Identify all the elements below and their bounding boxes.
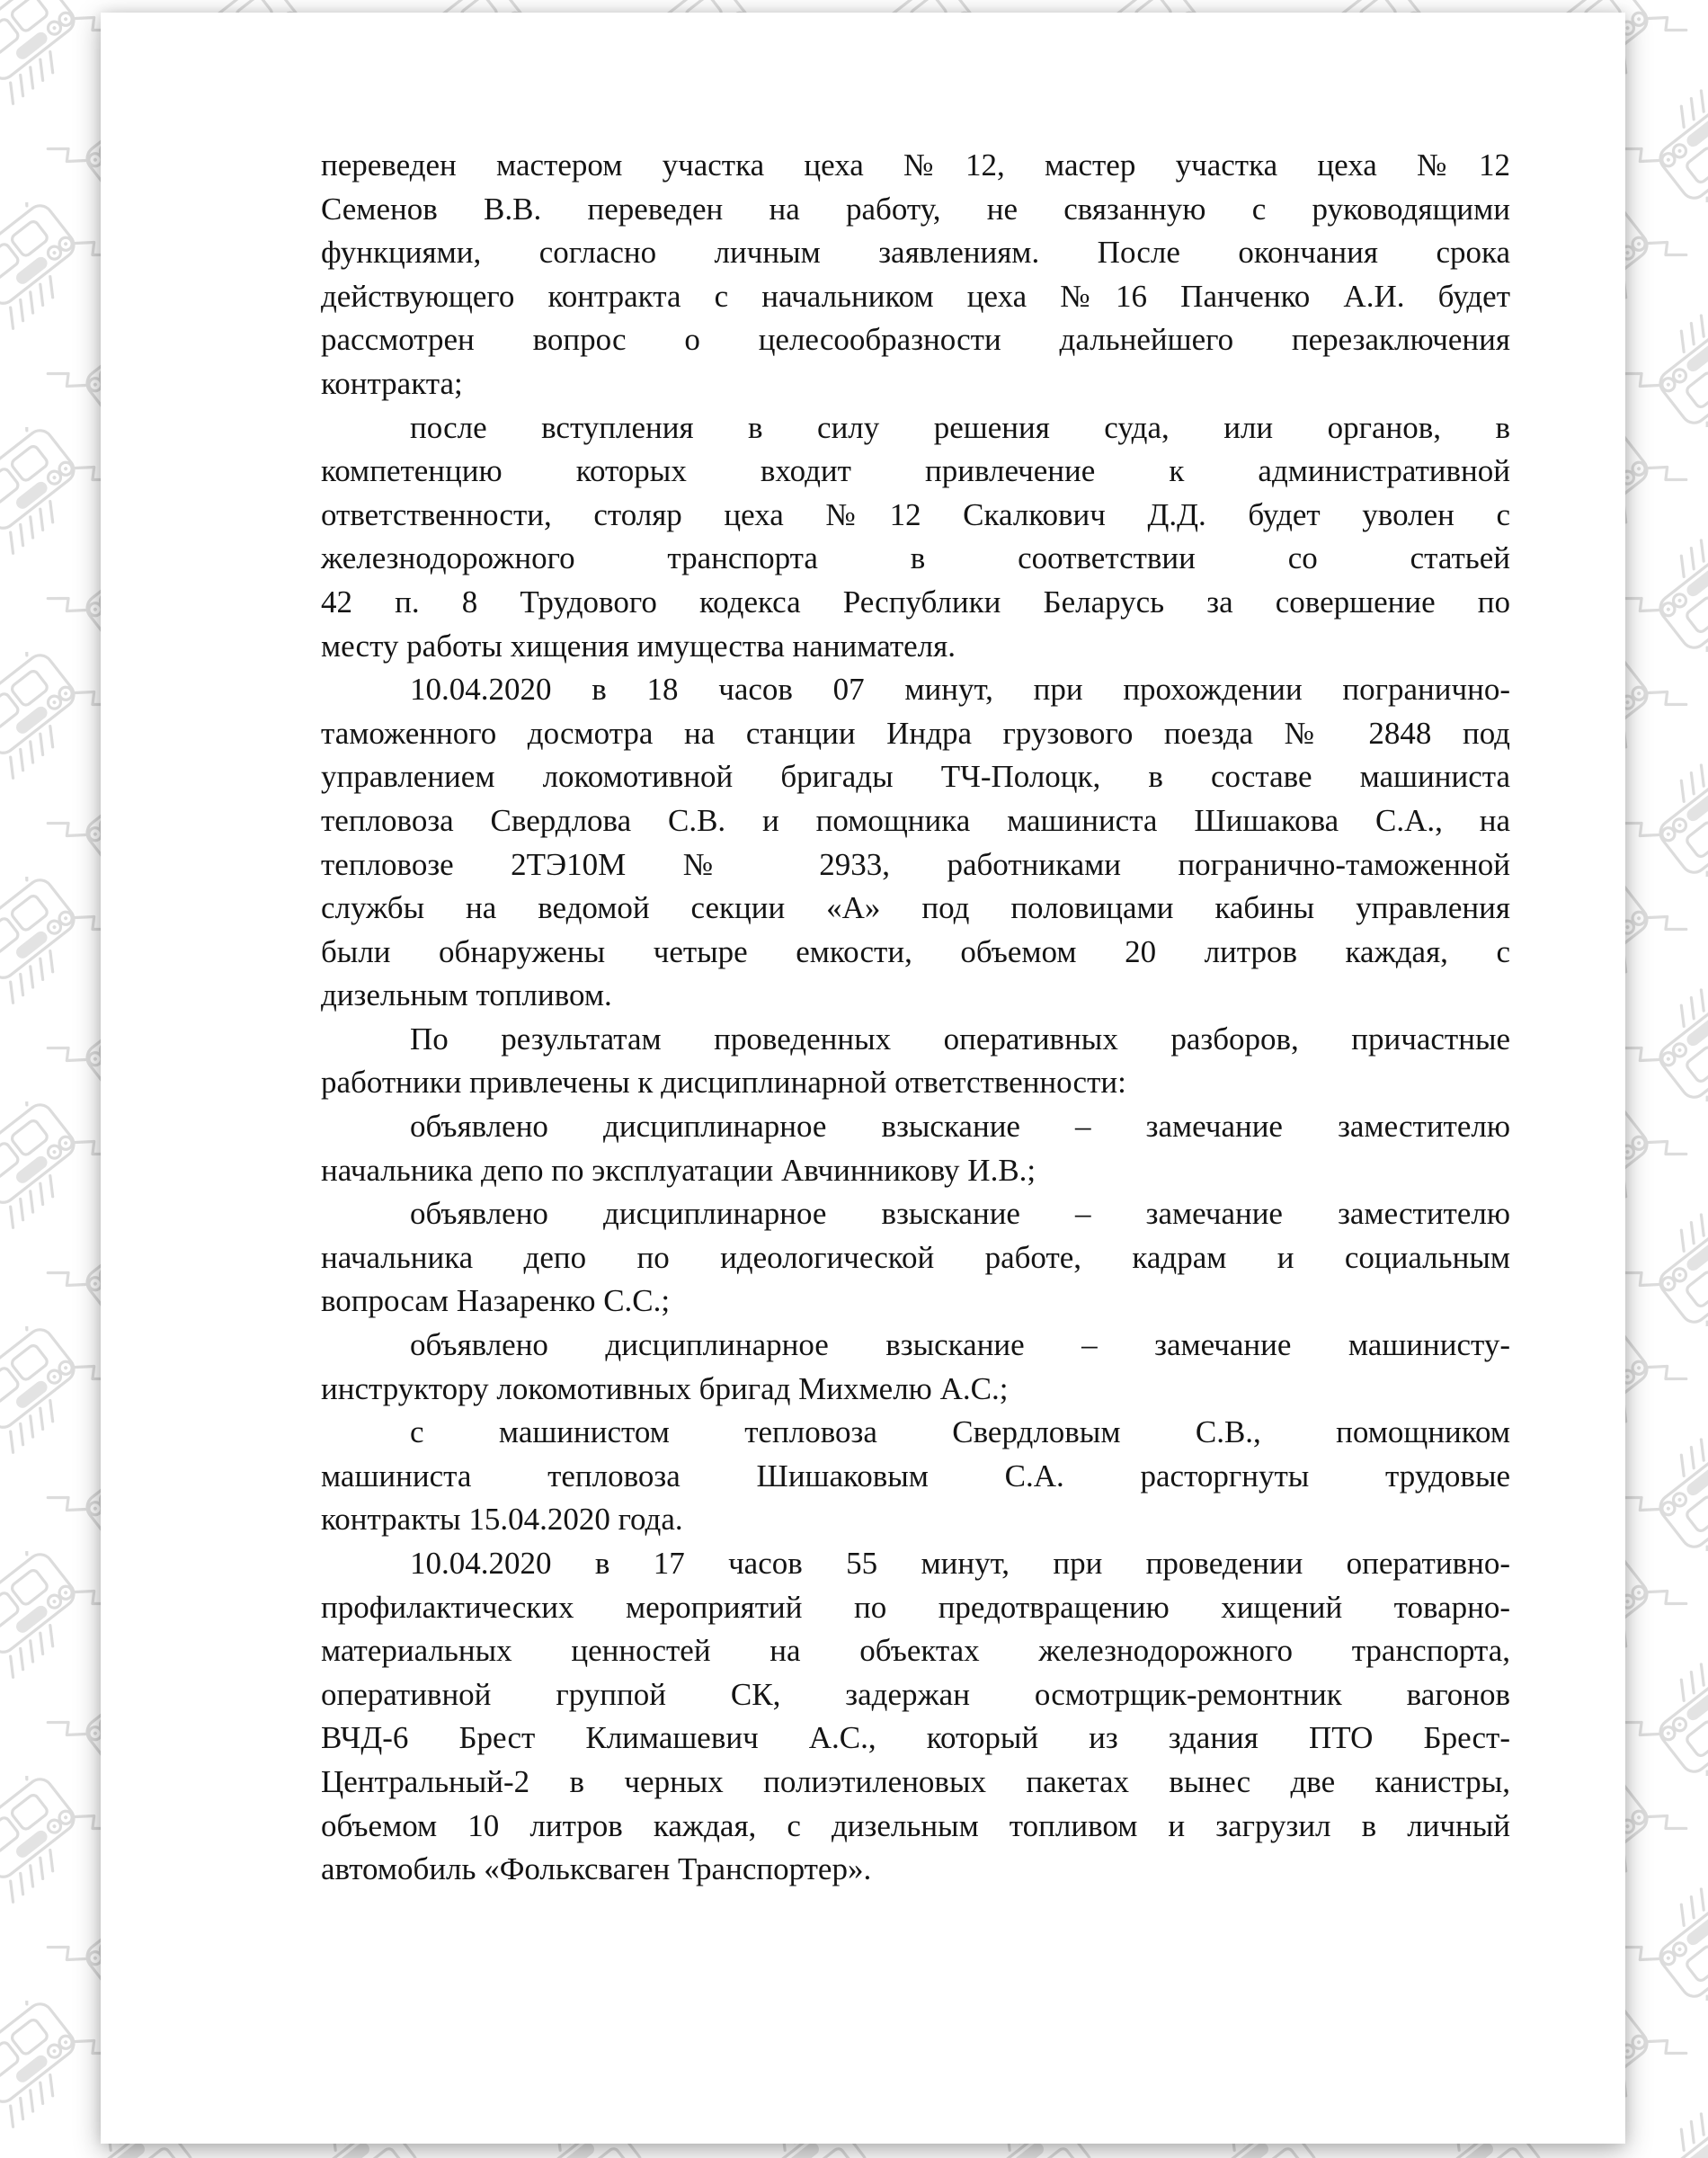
text-line: 42 п. 8 Трудового кодекса Республики Беларусь за совершение по bbox=[321, 584, 1510, 620]
text-line: действующего контракта с начальником цеха №16 Панченко А.И. будет bbox=[321, 278, 1510, 314]
text-line: начальника депо по эксплуатации Авчинникову И.В.; bbox=[321, 1152, 1036, 1188]
text-line: профилактических мероприятий по предотвращению хищений товарно- bbox=[321, 1589, 1510, 1625]
text-line: объемом 10 литров каждая, с дизельным топливом и загрузил в личный bbox=[321, 1807, 1510, 1843]
document-body bbox=[321, 144, 1510, 1892]
text-line: таможенного досмотра на станции Индра грузового поезда № 2848 под bbox=[321, 715, 1510, 751]
text-line: объявлено дисциплинарное взыскание – замечание заместителю bbox=[410, 1109, 1510, 1145]
text-line: 10.04.2020 в 18 часов 07 минут, при прохождении погранично- bbox=[410, 672, 1510, 708]
text-line: оперативной группой СК, задержан осмотрщик-ремонтник вагонов bbox=[321, 1676, 1510, 1712]
paragraph-p7 bbox=[321, 1324, 1510, 1411]
text-line: инструктору локомотивных бригад Михмелю А.С.; bbox=[321, 1370, 1009, 1406]
text-line: работники привлечены к дисциплинарной ответственности: bbox=[321, 1065, 1126, 1101]
text-line: объявлено дисциплинарное взыскание – замечание машинисту- bbox=[410, 1327, 1510, 1363]
paragraph-p6 bbox=[321, 1192, 1510, 1324]
paragraph-p1 bbox=[321, 144, 1510, 406]
text-line: вопросам Назаренко С.С.; bbox=[321, 1283, 671, 1319]
text-line: рассмотрен вопрос о целесообразности дальнейшего перезаключения bbox=[321, 322, 1510, 358]
text-line: материальных ценностей на объектах железнодорожного транспорта, bbox=[321, 1633, 1510, 1669]
paragraph-p8 bbox=[321, 1411, 1510, 1542]
text-line: переведен мастером участка цеха №12, мастер участка цеха №12 bbox=[321, 147, 1510, 183]
text-line: компетенцию которых входит привлечение к административной bbox=[321, 453, 1510, 489]
text-line: управлением локомотивной бригады ТЧ-Полоцк, в составе машиниста bbox=[321, 759, 1510, 795]
text-line: автомобиль «Фольксваген Транспортер». bbox=[321, 1851, 872, 1887]
text-line: Семенов В.В. переведен на работу, не связанную с руководящими bbox=[321, 191, 1510, 227]
text-line: По результатам проведенных оперативных разборов, причастные bbox=[410, 1021, 1510, 1057]
text-line: начальника депо по идеологической работе, кадрам и социальным bbox=[321, 1239, 1510, 1275]
text-line: месту работы хищения имущества нанимателя. bbox=[321, 628, 956, 664]
text-line: после вступления в силу решения суда, или органов, в bbox=[410, 409, 1510, 445]
paragraph-p4 bbox=[321, 1018, 1510, 1105]
document-page bbox=[101, 13, 1625, 2144]
text-line: тепловоза Свердлова С.В. и помощника машиниста Шишакова С.А., на bbox=[321, 802, 1510, 838]
text-line: ответственности, столяр цеха №12 Скалкович Д.Д. будет уволен с bbox=[321, 496, 1510, 532]
paragraph-p2 bbox=[321, 406, 1510, 669]
text-line: дизельным топливом. bbox=[321, 977, 612, 1013]
text-line: тепловозе 2ТЭ10М № 2933, работниками погранично-таможенной bbox=[321, 846, 1510, 882]
text-line: службы на ведомой секции «А» под половицами кабины управления bbox=[321, 890, 1510, 926]
paragraph-p3 bbox=[321, 668, 1510, 1018]
text-line: контракта; bbox=[321, 365, 463, 401]
text-line: функциями, согласно личным заявлениям. После окончания срока bbox=[321, 235, 1510, 271]
text-line: с машинистом тепловоза Свердловым С.В., помощником bbox=[410, 1414, 1510, 1450]
text-line: ВЧД-6 Брест Климашевич А.С., который из здания ПТО Брест- bbox=[321, 1720, 1510, 1756]
text-line: Центральный-2 в черных полиэтиленовых пакетах вынес две канистры, bbox=[321, 1763, 1510, 1799]
text-line: 10.04.2020 в 17 часов 55 минут, при проведении оперативно- bbox=[410, 1546, 1510, 1581]
text-line: были обнаружены четыре емкости, объемом 20 литров каждая, с bbox=[321, 933, 1510, 969]
paragraph-p5 bbox=[321, 1105, 1510, 1192]
text-line: машиниста тепловоза Шишаковым С.А. расторгнуты трудовые bbox=[321, 1458, 1510, 1494]
text-line: контракты 15.04.2020 года. bbox=[321, 1502, 683, 1538]
paragraph-p9 bbox=[321, 1542, 1510, 1892]
text-line: железнодорожного транспорта в соответствии со статьей bbox=[321, 540, 1510, 576]
text-line: объявлено дисциплинарное взыскание – замечание заместителю bbox=[410, 1196, 1510, 1232]
